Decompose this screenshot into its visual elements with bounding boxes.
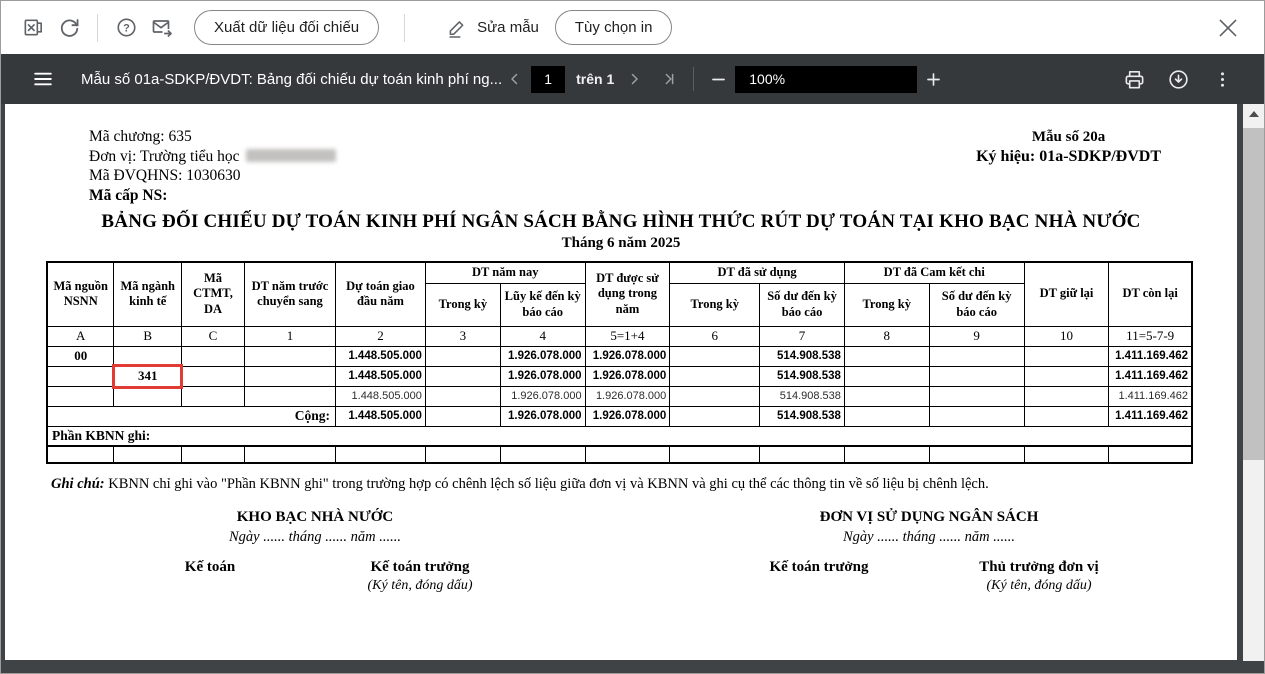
col-header: Mã CTMT, DA	[182, 262, 245, 326]
signature-title: KHO BẠC NHÀ NƯỚC	[236, 508, 394, 525]
col-code: C	[182, 326, 245, 346]
col-code: A	[47, 326, 114, 346]
document-header	[5, 127, 1237, 205]
col-header: DT giữ lại	[1024, 262, 1109, 326]
don-vi-label: Đơn vị: Trường tiểu học	[89, 147, 240, 165]
table-cell	[500, 446, 585, 463]
vertical-scrollbar[interactable]	[1243, 104, 1264, 661]
ma-dvqhns-line: Mã ĐVQHNS: 1030630	[89, 167, 241, 184]
pencil-icon	[446, 17, 468, 39]
edit-template-label: Sửa mẫu	[477, 19, 539, 36]
signature-block-unit	[709, 509, 1149, 594]
kbnn-empty-row	[47, 446, 1192, 463]
table-cell	[670, 366, 760, 386]
hamburger-icon	[32, 68, 54, 90]
page-count-label: trên 1	[576, 71, 615, 87]
table-cell	[1024, 346, 1109, 366]
table-cell	[244, 446, 335, 463]
table-cell: 1.411.169.462	[1109, 386, 1192, 406]
table-cell: 514.908.538	[760, 386, 845, 406]
more-options-button[interactable]	[1204, 61, 1240, 97]
help-button[interactable]	[108, 10, 144, 46]
table-cell	[182, 446, 245, 463]
note-label: Ghi chú:	[51, 475, 105, 492]
table-cell	[182, 386, 245, 406]
note-text: KBNN chỉ ghi vào "Phần KBNN ghi" trong trường hợp có chênh lệch số liệu giữa đơn vị và KBNN và ghi cụ thể các thông tin về số liệu bị chênh lệch.	[108, 475, 989, 492]
zoom-out-icon[interactable]	[709, 70, 728, 89]
excel-icon	[22, 16, 45, 39]
col-code: 5=1+4	[585, 326, 670, 346]
header-left-block	[89, 127, 336, 205]
send-mail-icon	[150, 16, 174, 40]
ma-chuong-line: Mã chương: 635	[89, 128, 192, 145]
sign-note: (Ký tên, đóng dấu)	[367, 577, 473, 593]
signature-roles	[709, 559, 1149, 594]
table-cell	[844, 386, 929, 406]
table-cell	[425, 406, 500, 426]
page-number-input[interactable]: 1	[531, 66, 565, 93]
table-row	[47, 366, 1192, 386]
signature-date-line: Ngày ...... tháng ...... năm ......	[229, 528, 401, 545]
table-cell	[425, 366, 500, 386]
table-cell	[929, 366, 1024, 386]
svg-text:?: ?	[122, 22, 130, 35]
total-row	[47, 406, 1192, 426]
col-code: 2	[336, 326, 426, 346]
col-code: 7	[760, 326, 845, 346]
table-cell: 1.926.078.000	[585, 386, 670, 406]
toolbar-divider	[404, 14, 405, 42]
table-cell	[670, 386, 760, 406]
download-button[interactable]	[1160, 61, 1196, 97]
col-header: Trong kỳ	[670, 283, 760, 326]
last-page-icon[interactable]	[660, 70, 678, 88]
redacted-unit-name	[246, 149, 336, 162]
zoom-level-input[interactable]: 100%	[735, 66, 917, 93]
export-data-button[interactable]: Xuất dữ liệu đối chiếu	[194, 10, 379, 45]
table-cell	[844, 446, 929, 463]
table-cell	[929, 446, 1024, 463]
pdf-document-title: Mẫu số 01a-SDKP/ĐVDT: Bảng đối chiếu dự toán kinh phí ng...	[81, 70, 503, 88]
col-header: DT còn lại	[1109, 262, 1192, 326]
col-header: DT đã Cam kết chi	[844, 262, 1024, 283]
table-cell: 00	[47, 346, 114, 366]
close-icon	[1215, 15, 1241, 41]
signature-block-kbnn	[105, 509, 525, 594]
total-label-cell: Cộng:	[47, 406, 336, 426]
toolbar-divider	[97, 14, 98, 42]
table-row	[47, 346, 1192, 366]
send-mail-button[interactable]	[144, 10, 180, 46]
document-note	[51, 476, 1191, 493]
highlighted-cell-341: 341	[114, 366, 182, 386]
edit-template-button[interactable]	[446, 17, 539, 39]
pdf-page	[5, 104, 1237, 660]
signature-role: Thủ trưởng đơn vị	[979, 558, 1099, 575]
table-cell: 1.411.169.462	[1109, 346, 1192, 366]
col-code: 4	[500, 326, 585, 346]
pdf-content-area	[1, 104, 1264, 673]
table-cell: 514.908.538	[760, 346, 845, 366]
col-header: Mã ngành kinh tế	[114, 262, 182, 326]
col-code: B	[114, 326, 182, 346]
signature-role: Kế toán trưởng	[370, 558, 470, 575]
table-cell	[425, 446, 500, 463]
col-code: 11=5-7-9	[1109, 326, 1192, 346]
table-cell: 1.411.169.462	[1109, 406, 1192, 426]
table-cell	[844, 406, 929, 426]
col-header: Trong kỳ	[844, 283, 929, 326]
refresh-icon	[58, 16, 81, 39]
signature-role: Kế toán trưởng	[769, 558, 869, 575]
next-page-icon[interactable]	[625, 70, 643, 88]
table-cell: 1.926.078.000	[500, 386, 585, 406]
table-cell: 1.926.078.000	[585, 406, 670, 426]
document-period: Tháng 6 năm 2025	[561, 235, 681, 251]
table-cell	[929, 386, 1024, 406]
table-cell	[844, 346, 929, 366]
pdf-toolbar	[1, 54, 1264, 104]
table-cell: 1.448.505.000	[336, 386, 426, 406]
col-header: Trong kỳ	[425, 283, 500, 326]
table-cell	[425, 346, 500, 366]
col-header: DT năm trước chuyển sang	[244, 262, 335, 326]
signature-role-col	[929, 559, 1149, 594]
table-header-row-1	[47, 262, 1192, 283]
table-cell: 1.926.078.000	[500, 366, 585, 386]
col-code: 8	[844, 326, 929, 346]
don-vi-line	[89, 147, 336, 167]
col-header: Số dư đến kỳ báo cáo	[760, 283, 845, 326]
export-excel-icon[interactable]	[15, 10, 51, 46]
signature-role-col	[709, 559, 929, 594]
table-cell	[929, 346, 1024, 366]
table-cell	[47, 386, 114, 406]
reconciliation-table	[46, 261, 1193, 464]
table-cell	[929, 406, 1024, 426]
table-cell	[47, 446, 114, 463]
table-row	[47, 386, 1192, 406]
col-header: Mã nguồn NSNN	[47, 262, 114, 326]
kbnn-section-row	[47, 426, 1192, 446]
pdf-toolbar-actions	[1116, 61, 1240, 97]
signature-title: ĐƠN VỊ SỬ DỤNG NGÂN SÁCH	[819, 508, 1039, 525]
table-cell: 1.448.505.000	[336, 366, 426, 386]
table-cell: 514.908.538	[760, 406, 845, 426]
kbnn-label-cell: Phần KBNN ghi:	[47, 426, 1192, 446]
table-cell	[114, 386, 182, 406]
col-code: 1	[244, 326, 335, 346]
table-cell	[244, 386, 335, 406]
header-right-block	[976, 127, 1161, 205]
col-code: 10	[1024, 326, 1109, 346]
table-cell: 1.926.078.000	[500, 406, 585, 426]
signature-roles	[105, 559, 525, 594]
signature-role-col	[315, 559, 525, 594]
form-symbol: Ký hiệu: 01a-SDKP/ĐVDT	[976, 148, 1161, 165]
print-options-button[interactable]: Tùy chọn in	[555, 10, 673, 45]
prev-page-icon[interactable]	[506, 70, 524, 88]
col-header: Lũy kế đến kỳ báo cáo	[500, 283, 585, 326]
refresh-button[interactable]	[51, 10, 87, 46]
close-button[interactable]	[1210, 10, 1246, 46]
table-cell: 1.411.169.462	[1109, 366, 1192, 386]
menu-button[interactable]	[25, 61, 61, 97]
download-icon	[1167, 68, 1190, 91]
table-cell	[670, 446, 760, 463]
table-cell: 1.448.505.000	[336, 346, 426, 366]
table-cell	[670, 346, 760, 366]
col-header: Số dư đến kỳ báo cáo	[929, 283, 1024, 326]
col-code: 6	[670, 326, 760, 346]
table-cell	[1024, 366, 1109, 386]
top-toolbar	[1, 1, 1264, 54]
scroll-up-button[interactable]	[1243, 104, 1264, 124]
document-title: BẢNG ĐỐI CHIẾU DỰ TOÁN KINH PHÍ NGÂN SÁCH BẰNG HÌNH THỨC RÚT DỰ TOÁN TẠI KHO BẠC NHÀ NƯỚC	[101, 211, 1141, 232]
document	[5, 104, 1237, 594]
table-cell: 1.926.078.000	[585, 366, 670, 386]
signature-role: Kế toán	[184, 558, 236, 575]
table-cell	[114, 446, 182, 463]
form-number: Mẫu số 20a	[1031, 129, 1106, 145]
kebab-menu-icon	[1212, 69, 1233, 90]
col-code: 9	[929, 326, 1024, 346]
table-cell	[47, 366, 114, 386]
col-header: DT được sử dụng trong năm	[585, 262, 670, 326]
signature-section	[5, 509, 1237, 594]
scrollbar-thumb[interactable]	[1243, 128, 1264, 460]
table-cell	[182, 366, 245, 386]
table-cell	[585, 446, 670, 463]
signature-role-col	[105, 559, 315, 594]
page-navigation	[506, 66, 943, 93]
ma-cap-ns-line: Mã cấp NS:	[89, 186, 168, 204]
table-cell	[1024, 386, 1109, 406]
col-code: 3	[425, 326, 500, 346]
col-header: Dự toán giao đầu năm	[336, 262, 426, 326]
table-cell	[1109, 446, 1192, 463]
table-cell	[244, 346, 335, 366]
col-header: DT đã sử dụng	[670, 262, 845, 283]
table-cell: 514.908.538	[760, 366, 845, 386]
scroll-up-arrow-icon	[1249, 111, 1259, 117]
column-code-row	[47, 326, 1192, 346]
table-cell	[336, 446, 426, 463]
help-icon	[115, 16, 138, 39]
zoom-in-icon[interactable]	[924, 70, 943, 89]
signature-date-line: Ngày ...... tháng ...... năm ......	[843, 528, 1015, 545]
table-cell	[244, 366, 335, 386]
col-header: DT năm nay	[425, 262, 585, 283]
table-cell	[760, 446, 845, 463]
print-icon	[1123, 68, 1146, 91]
print-button[interactable]	[1116, 61, 1152, 97]
table-cell: 1.448.505.000	[336, 406, 426, 426]
sign-note: (Ký tên, đóng dấu)	[986, 577, 1092, 593]
table-cell	[670, 406, 760, 426]
table-cell	[844, 366, 929, 386]
table-cell	[1024, 406, 1109, 426]
table-cell	[1024, 446, 1109, 463]
table-cell	[425, 386, 500, 406]
table-cell: 1.926.078.000	[585, 346, 670, 366]
toolbar-divider	[693, 67, 694, 91]
table-cell: 1.926.078.000	[500, 346, 585, 366]
table-cell	[182, 346, 245, 366]
